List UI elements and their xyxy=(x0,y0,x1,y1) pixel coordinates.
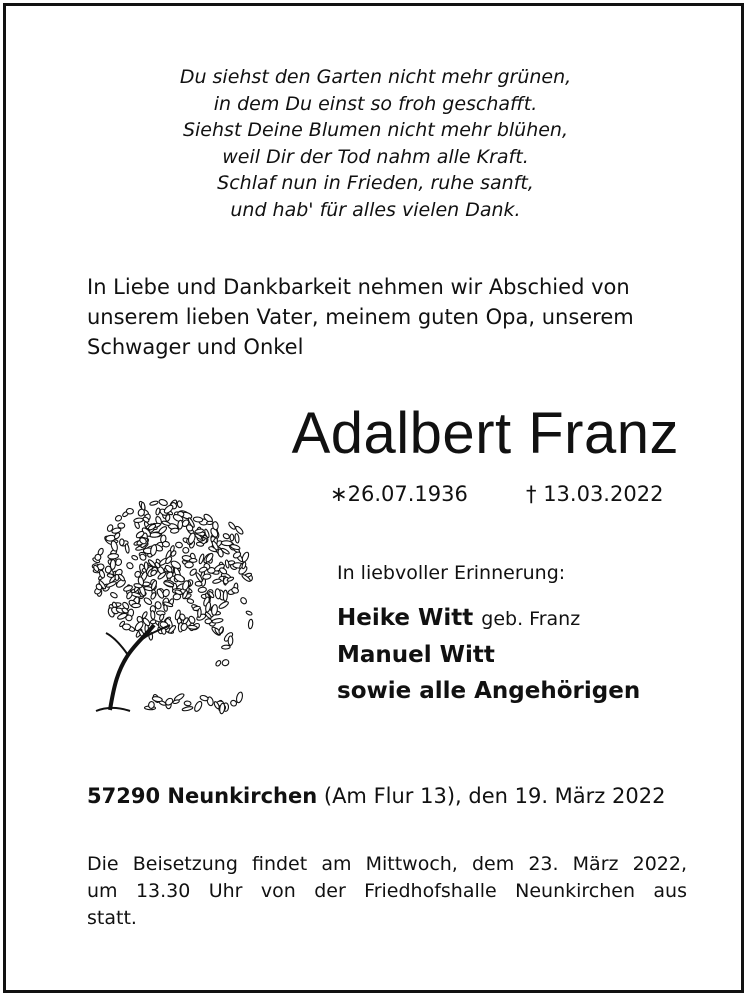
tree-leaf xyxy=(108,553,119,559)
tree-leaf xyxy=(199,566,208,573)
tree-leaf xyxy=(212,618,224,624)
place-rest: (Am Flur 13), den 19. März 2022 xyxy=(317,784,666,808)
poem-line: Du siehst den Garten nicht mehr grünen, xyxy=(179,66,572,88)
tree-leaf xyxy=(199,695,208,702)
funeral-line: Die Beisetzung findet am Mittwoch, dem 23. März 2022, xyxy=(87,853,687,875)
funeral-line: statt. xyxy=(87,907,137,929)
tree-leaf xyxy=(196,542,204,547)
tree-leaf xyxy=(212,578,221,584)
poem-line: Siehst Deine Blumen nicht mehr blühen, xyxy=(182,119,569,141)
tree-leaf xyxy=(205,619,212,625)
place-date xyxy=(87,784,665,808)
tree-leaf xyxy=(110,559,116,569)
tree-leaf xyxy=(193,700,203,712)
poem-line: weil Dir der Tod nahm alle Kraft. xyxy=(222,145,529,168)
tree-leaf xyxy=(240,597,248,605)
birth-date xyxy=(330,482,468,506)
funeral-info xyxy=(87,851,687,932)
tree-leaf xyxy=(184,701,191,706)
tree-leaf xyxy=(221,645,230,649)
tree-leaf xyxy=(126,561,135,570)
tree-leaf xyxy=(218,626,224,634)
tree-leaf xyxy=(193,517,203,523)
tree-leaf xyxy=(215,589,221,599)
tree-leaf xyxy=(207,521,214,525)
intro-text xyxy=(87,272,697,362)
tree-leaf xyxy=(149,500,158,506)
tree-leaf xyxy=(152,696,163,702)
tree-leaf xyxy=(228,521,237,530)
mourner-2: Manuel Witt xyxy=(337,642,495,668)
tree-leaf xyxy=(183,547,189,553)
tree-leaf xyxy=(248,619,253,629)
tree-leaf xyxy=(172,699,179,704)
tree-leaf xyxy=(246,610,253,615)
birth-date-value: 26.07.1936 xyxy=(347,482,468,506)
intro-line: In Liebe und Dankbarkeit nehmen wir Abschied von xyxy=(87,275,630,299)
tree-leaf xyxy=(187,598,195,604)
tree-leaf xyxy=(114,515,122,523)
tree-leaf xyxy=(230,534,234,541)
mourner-3: sowie alle Angehörigen xyxy=(337,678,641,704)
poem xyxy=(0,64,751,223)
mourner-1-name: Heike Witt xyxy=(337,605,474,631)
birth-star-icon: ∗ xyxy=(330,482,348,506)
intro-line: unserem lieben Vater, meinem guten Opa, unserem xyxy=(87,305,634,329)
tree-leaf xyxy=(235,533,240,543)
tree-leaf xyxy=(148,701,155,709)
tree-leaf xyxy=(228,636,233,645)
tree-leaf xyxy=(219,567,228,575)
tree-leaf xyxy=(134,518,144,523)
death-date-value: 13.03.2022 xyxy=(543,482,664,506)
tree-leaf xyxy=(177,501,183,508)
tree-leaf xyxy=(170,528,179,534)
mourner-1 xyxy=(337,600,640,637)
tree-leaf xyxy=(141,611,148,619)
place-city: 57290 Neunkirchen xyxy=(87,784,318,808)
tree-leaf xyxy=(187,625,197,630)
poem-line: und hab' für alles vielen Dank. xyxy=(230,198,521,221)
tree-leaf xyxy=(158,525,168,534)
tree-leaf xyxy=(132,603,141,608)
tree-leaf xyxy=(215,660,222,667)
tree-leaf xyxy=(198,587,207,593)
tree-leaf xyxy=(197,608,201,617)
tree-leaf xyxy=(162,541,170,547)
tree-leaf xyxy=(198,554,205,565)
tree-leaf xyxy=(221,659,230,667)
tree-leaf xyxy=(110,591,118,598)
tree-leaf xyxy=(223,590,227,601)
tree-leaf xyxy=(182,706,193,712)
tree-leaf xyxy=(185,562,194,568)
tree-leaf xyxy=(150,592,156,600)
tree-leaf xyxy=(222,533,230,540)
tree-leaf xyxy=(177,520,182,529)
tree-leaf xyxy=(119,539,124,546)
tree-leaf xyxy=(218,600,229,609)
tree-leaf xyxy=(235,691,243,703)
tree-icon xyxy=(66,485,256,715)
tree-leaf xyxy=(158,498,168,506)
funeral-line: um 13.30 Uhr von der Friedhofshalle Neunkirchen aus xyxy=(87,880,687,902)
tree-leaf xyxy=(175,542,183,549)
memory-heading: In liebvoller Erinnerung: xyxy=(337,562,566,584)
poem-line: in dem Du einst so froh geschafft. xyxy=(213,92,538,115)
mourners-list xyxy=(337,600,640,709)
tree-leaf xyxy=(115,574,119,580)
tree-leaf xyxy=(125,544,130,554)
deceased-name: Adalbert Franz xyxy=(291,401,679,466)
death-cross-icon: † xyxy=(526,482,537,506)
mourner-1-suffix: geb. Franz xyxy=(481,608,581,630)
tree-leaf xyxy=(150,611,155,620)
tree-leaf xyxy=(131,555,138,561)
tree-leaf xyxy=(126,508,133,514)
tree-leaf xyxy=(134,620,145,632)
intro-line: Schwager und Onkel xyxy=(87,335,304,359)
death-date xyxy=(526,482,663,506)
poem-line: Schlaf nun in Frieden, ruhe sanft, xyxy=(217,172,534,194)
